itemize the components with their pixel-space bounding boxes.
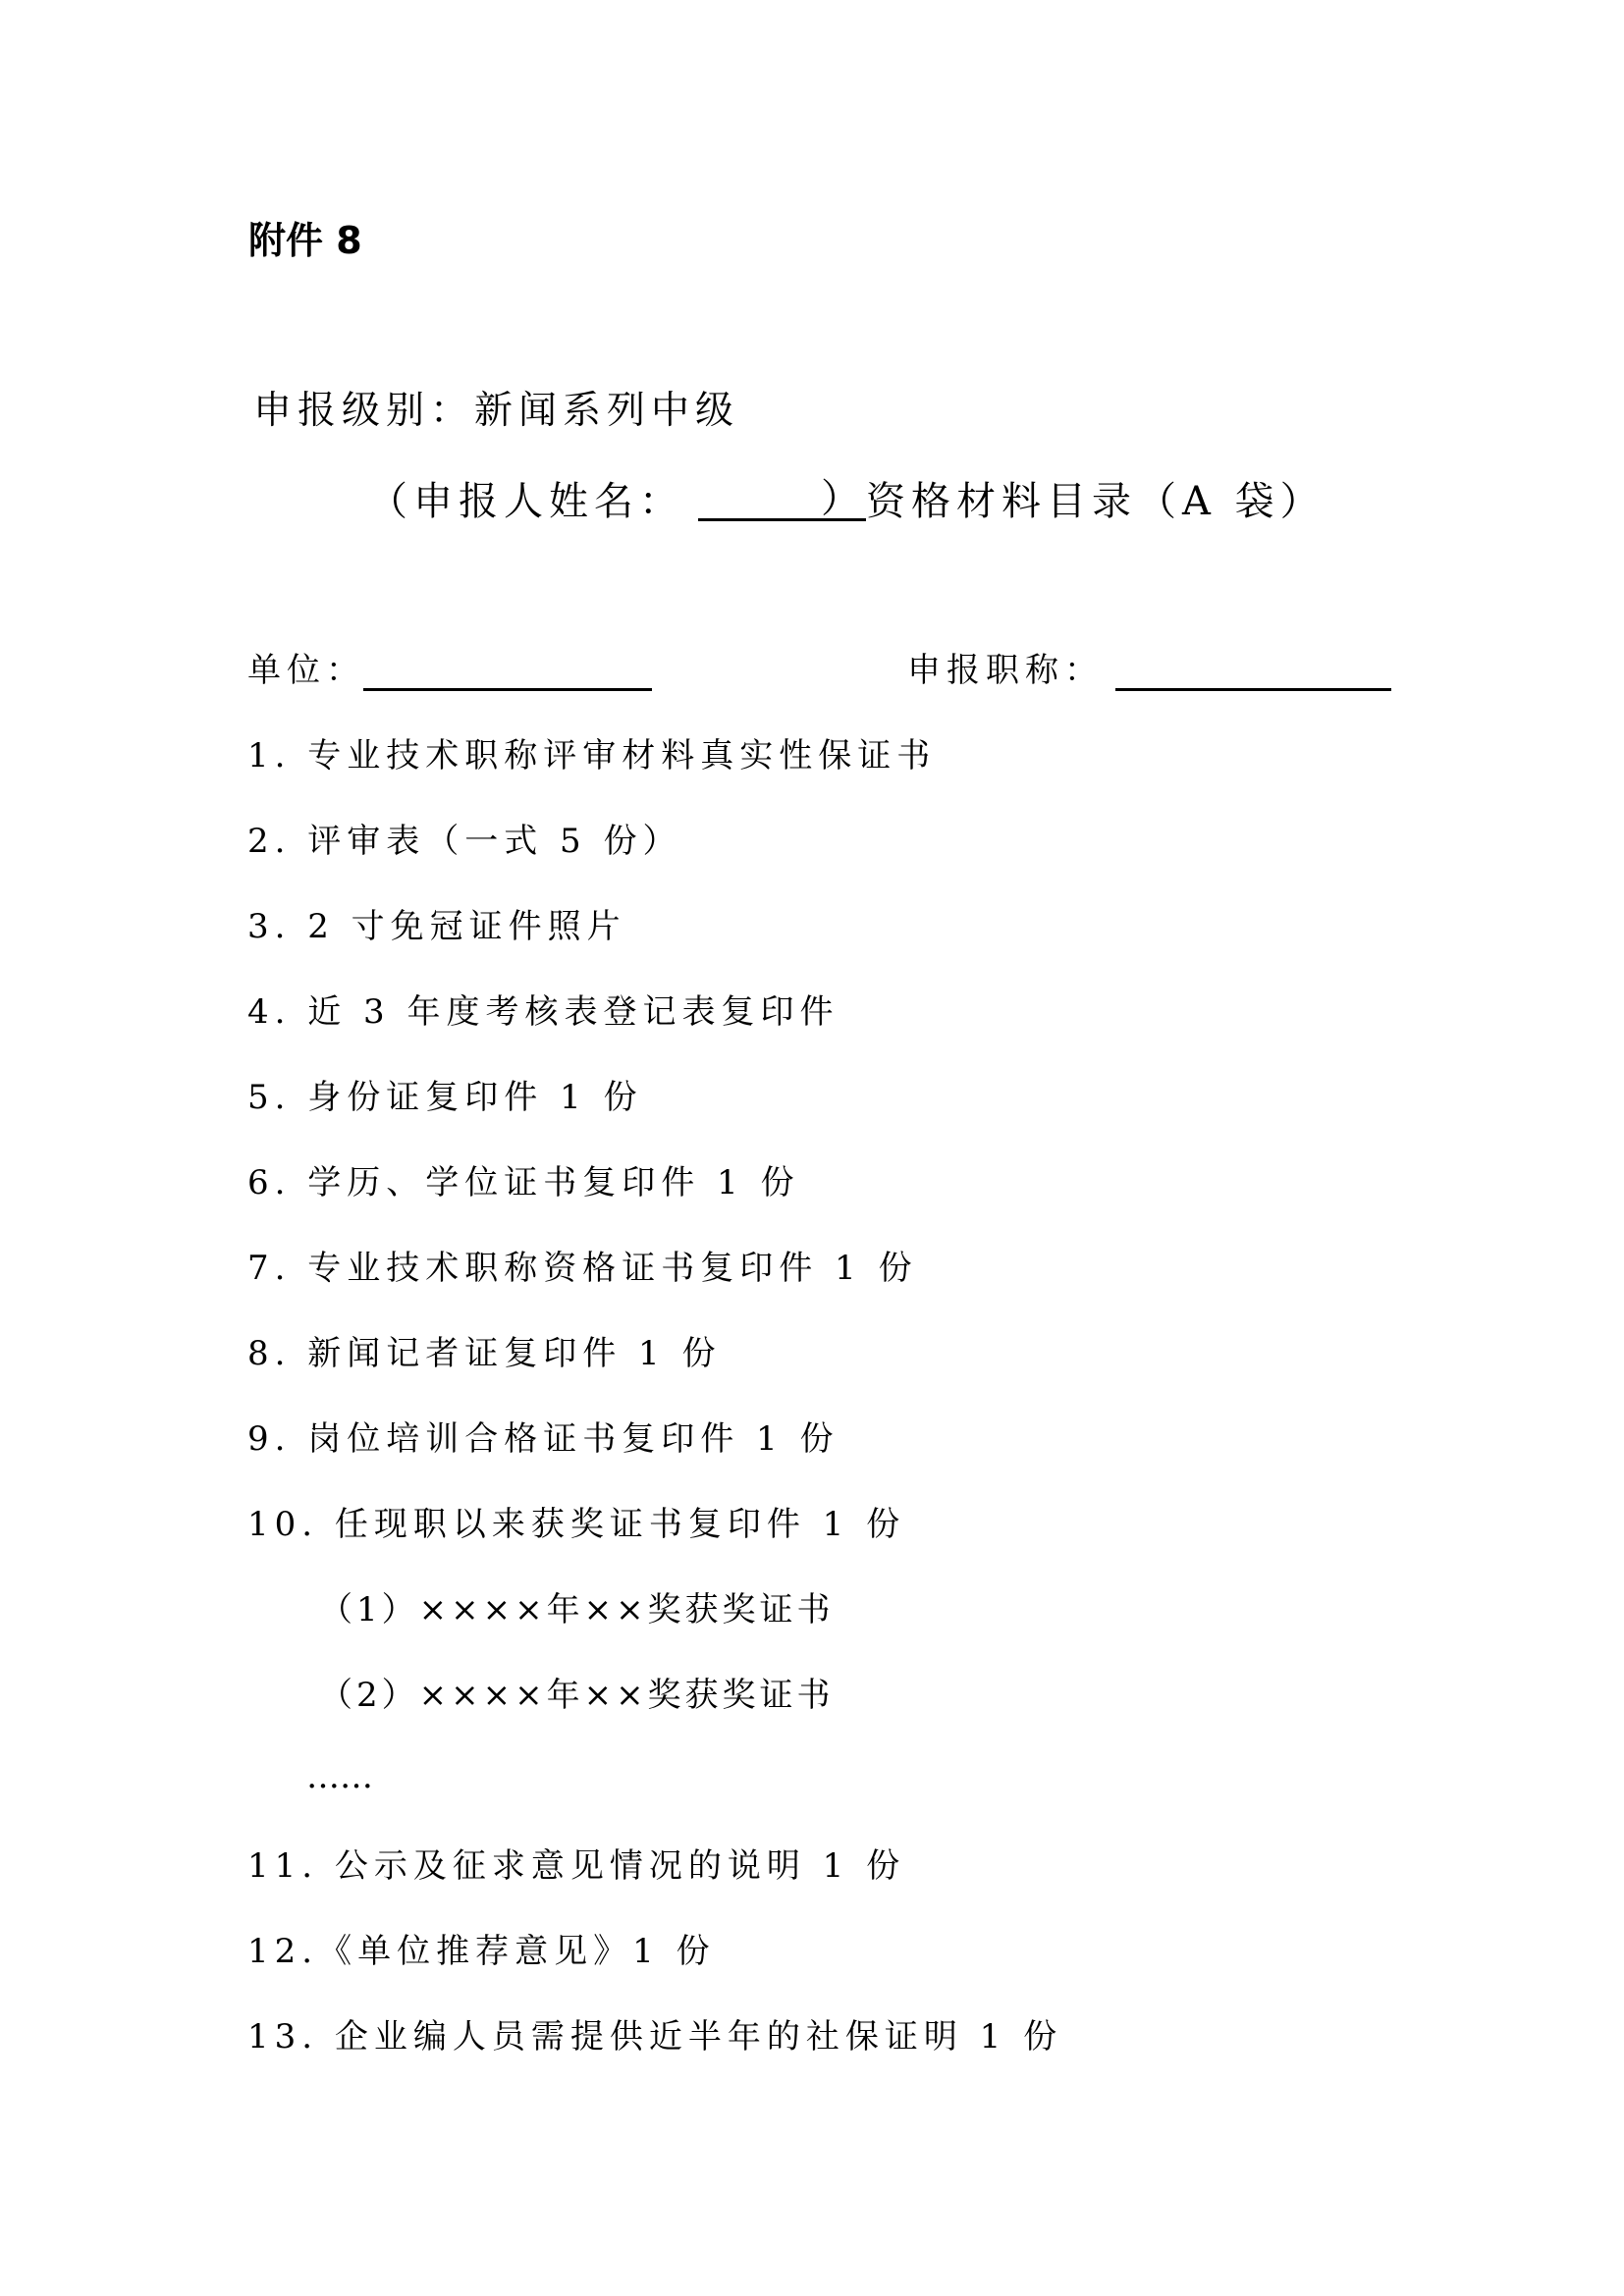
- title-rest: 资格材料目录（A 袋）: [866, 479, 1326, 524]
- ellipsis: ……: [306, 1757, 373, 1796]
- list-item: 9. 岗位培训合格证书复印件 1 份: [247, 1419, 839, 1459]
- list-item: 11. 公示及征求意见情况的说明 1 份: [247, 1846, 906, 1886]
- list-item: 13. 企业编人员需提供近半年的社保证明 1 份: [247, 2017, 1063, 2056]
- application-level: 申报级别：新闻系列中级: [253, 389, 740, 433]
- title-label: 申报职称：: [907, 651, 1104, 690]
- list-item: 2. 评审表（一式 5 份）: [247, 822, 682, 861]
- title-open: （申报人姓名：: [368, 479, 684, 524]
- list-item: 3. 2 寸免冠证件照片: [247, 907, 626, 946]
- unit-label: 单位：: [247, 651, 365, 690]
- attachment-label: 附件 8: [248, 219, 362, 262]
- list-item: 7. 专业技术职称资格证书复印件 1 份: [247, 1249, 918, 1288]
- sub-list-item: （1）××××年××奖获奖证书: [319, 1590, 835, 1629]
- list-item: 4. 近 3 年度考核表登记表复印件: [247, 992, 839, 1032]
- unit-blank-line[interactable]: [363, 688, 652, 691]
- sub-list-item: （2）××××年××奖获奖证书: [319, 1676, 835, 1715]
- list-item: 10. 任现职以来获奖证书复印件 1 份: [247, 1505, 906, 1544]
- title-blank-line[interactable]: [1115, 688, 1391, 691]
- applicant-name-blank[interactable]: [698, 483, 821, 521]
- list-item: 6. 学历、学位证书复印件 1 份: [247, 1163, 800, 1202]
- document-title: [368, 476, 1326, 524]
- list-item: 12.《单位推荐意见》1 份: [247, 1932, 716, 1971]
- list-item: 8. 新闻记者证复印件 1 份: [247, 1334, 722, 1373]
- list-item: 5. 身份证复印件 1 份: [247, 1078, 643, 1117]
- list-item: 1. 专业技术职称评审材料真实性保证书: [247, 736, 937, 775]
- title-close-paren: ）: [821, 476, 866, 521]
